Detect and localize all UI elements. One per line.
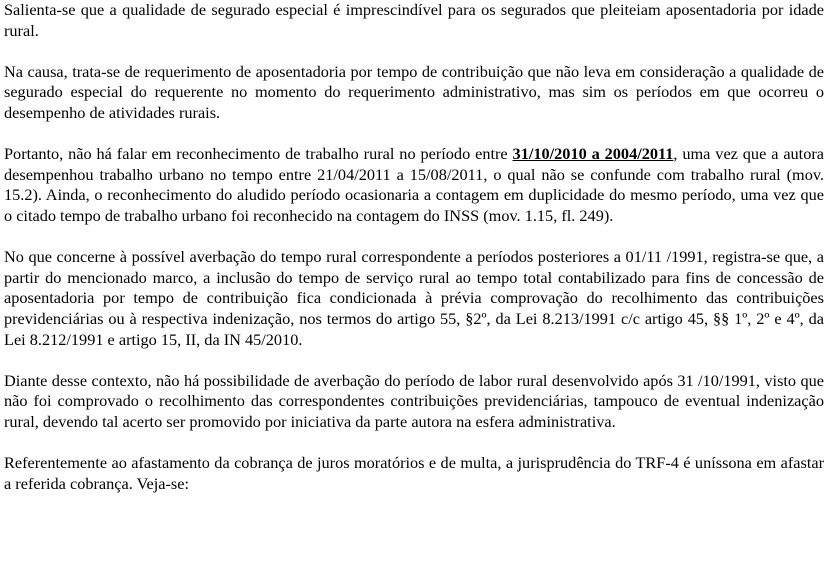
paragraph-trabalho-rural	[4, 144, 824, 226]
document-body	[4, 0, 824, 494]
paragraph-juros-multa: Referentemente ao afastamento da cobrança de juros moratórios e de multa, a jurisprudência do TRF-4 é uníssona em afastar a referida cobrança. Veja-se:	[4, 453, 824, 493]
paragraph-requerimento: Na causa, trata-se de requerimento de aposentadoria por tempo de contribuição que não leva em consideração a qualidade de segurado especial do requerente no momento do requerimento administrativo, mas sim os períodos em que ocorreu o desempenho de atividades rurais.	[4, 61, 824, 122]
paragraph-text-start: Portanto, não há falar em reconhecimento de trabalho rural no período entre	[4, 144, 513, 164]
paragraph-contexto: Diante desse contexto, não há possibilidade de averbação do período de labor rural desenvolvido após 31 /10/1991, visto que não foi comprovado o recolhimento das correspondentes contribuições previdenciárias, tampouco de eventual indenização rural, devendo tal acerto ser promovido por iniciativa da parte autora na esfera administrativa.	[4, 370, 824, 431]
paragraph-text-end: , uma vez que a autora desempenhou trabalho urbano no tempo entre 21/04/2011 a 15/08/2011, o qual não se confunde com trabalho rural (mov. 15.2). Ainda, o reconhecimento do aludido período ocasionaria a contagem em duplicidade do mesmo período, uma vez que o citado tempo de trabalho urbano foi reconhecido na contagem do INSS (mov. 1.15, fl. 249).	[4, 144, 824, 225]
highlighted-period: 31/10/2010 a 2004/2011	[512, 144, 674, 164]
paragraph-averbacao-tempo-rural: No que concerne à possível averbação do tempo rural correspondente a períodos posteriores a 01/11 /1991, registra-se que, a partir do mencionado marco, a inclusão do tempo de serviço rural ao tempo total contabilizado para fins de concessão de aposentadoria por tempo de contribuição fica condicionada à prévia comprovação do recolhimento das contribuições previdenciárias ou à respectiva indenização, nos termos do artigo 55, §2º, da Lei 8.213/1991 c/c artigo 45, §§ 1º, 2º e 4º, da Lei 8.212/1991 e artigo 15, II, da IN 45/2010.	[4, 247, 824, 349]
paragraph-segurado-especial: Salienta-se que a qualidade de segurado especial é imprescindível para os segurados que pleiteiam aposentadoria por idade rural.	[4, 0, 824, 40]
